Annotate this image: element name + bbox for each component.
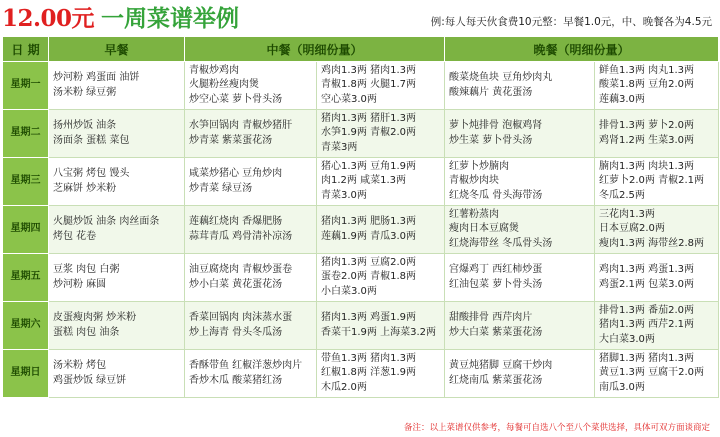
dinner-dishes-cell	[445, 62, 595, 110]
title-bar	[0, 0, 720, 34]
table-header-row	[3, 37, 719, 62]
dinner-quantity-cell-line: 鸡蛋2.1两 包菜3.0两	[599, 278, 695, 290]
dinner-quantity-cell-line: 瘦肉1.3两 海带丝2.8两	[599, 237, 705, 249]
dinner-quantity-cell-line: 红萝卜2.0两 青椒2.1两	[599, 175, 705, 187]
breakfast-cell-line: 炒河粉 麻圆	[53, 278, 107, 290]
dinner-quantity-cell-line: 南瓜3.0两	[599, 381, 645, 393]
lunch-quantity-cell-line: 猪肉1.3两 肥肠1.3两	[321, 216, 416, 227]
breakfast-cell-line: 汤米粉 烤包	[53, 360, 107, 371]
dinner-quantity-cell-line: 腩肉1.3两 肉块1.3两	[599, 160, 695, 172]
breakfast-cell-line: 八宝粥 烤包 馒头	[53, 168, 130, 179]
table-row	[3, 62, 719, 110]
lunch-quantity-cell-line: 莲藕1.9两 青瓜3.0两	[321, 230, 416, 242]
lunch-quantity-cell-line: 香菜干1.9两 上海菜3.2两	[321, 326, 436, 338]
dinner-quantity-cell-line: 冬瓜2.5两	[599, 189, 645, 201]
table-row	[3, 302, 719, 350]
lunch-dishes-cell	[185, 350, 317, 398]
dinner-dishes-cell-line: 甜酸排骨 西芹肉片	[449, 312, 533, 323]
dinner-quantity-cell	[595, 350, 719, 398]
weekly-menu-table	[2, 36, 719, 398]
lunch-dishes-cell-line: 炒青菜 绿豆汤	[189, 182, 253, 194]
lunch-quantity-cell-line: 蛋卷2.0两 青椒1.8两	[321, 271, 416, 283]
lunch-dishes-cell-line: 蒜茸青瓜 鸡骨清补凉汤	[189, 230, 293, 242]
dinner-dishes-cell	[445, 350, 595, 398]
breakfast-cell	[49, 302, 185, 350]
day-label: 星期四	[3, 206, 49, 254]
price-title: 12.00元	[2, 5, 95, 32]
column-header-breakfast: 早餐	[49, 37, 185, 62]
lunch-dishes-cell-line: 火腿粉丝瘦肉煲	[189, 79, 259, 91]
dinner-quantity-cell-line: 莲藕3.0两	[599, 93, 645, 105]
breakfast-cell-line: 炒河粉 鸡蛋面 油饼	[53, 72, 140, 83]
lunch-quantity-cell	[317, 158, 445, 206]
dinner-dishes-cell	[445, 206, 595, 254]
lunch-dishes-cell-line: 炒青菜 紫菜蛋花汤	[189, 134, 273, 146]
dinner-quantity-cell	[595, 302, 719, 350]
lunch-quantity-cell	[317, 62, 445, 110]
lunch-quantity-cell	[317, 350, 445, 398]
lunch-quantity-cell-line: 猪心1.3两 豆角1.9两	[321, 160, 416, 172]
lunch-dishes-cell-line: 香炒木瓜 酸菜猪红汤	[189, 374, 283, 386]
dinner-quantity-cell	[595, 254, 719, 302]
lunch-dishes-cell	[185, 206, 317, 254]
dinner-quantity-cell	[595, 158, 719, 206]
breakfast-cell-line: 汤面条 蛋糕 菜包	[53, 134, 130, 146]
dinner-dishes-cell-line: 炒大白菜 紫菜蛋花汤	[449, 326, 543, 338]
lunch-quantity-cell	[317, 254, 445, 302]
lunch-dishes-cell-line: 水笋回锅肉 青椒炒猪肝	[189, 120, 293, 131]
dinner-dishes-cell-line: 瘦肉日本豆腐煲	[449, 223, 520, 235]
dinner-dishes-cell-line: 酸辣藕片 黄花蛋汤	[449, 86, 533, 98]
lunch-quantity-cell-line: 红椒1.8两 洋葱1.9两	[321, 367, 416, 379]
dinner-quantity-cell-line: 黄豆1.3两 豆腐干2.0两	[599, 367, 705, 379]
lunch-dishes-cell	[185, 62, 317, 110]
lunch-dishes-cell	[185, 158, 317, 206]
dinner-quantity-cell-line: 排骨1.3两 萝卜2.0两	[599, 120, 695, 131]
lunch-quantity-cell-line: 水笋1.9两 青椒2.0两	[321, 127, 416, 139]
table-row	[3, 350, 719, 398]
dinner-dishes-cell-line: 红萝卜炒腩肉	[449, 160, 510, 172]
footnote: 备注：以上菜谱仅供参考，每餐可自选八个至八个菜供选择，具体可双方面谈商定	[403, 423, 710, 433]
dinner-dishes-cell-line: 红烧南瓜 紫菜蛋花汤	[449, 374, 543, 386]
breakfast-cell-line: 芝麻饼 炒米粉	[53, 182, 117, 194]
breakfast-cell	[49, 62, 185, 110]
lunch-quantity-cell	[317, 302, 445, 350]
breakfast-cell	[49, 110, 185, 158]
day-label: 星期一	[3, 62, 49, 110]
column-header-dinner: 晚餐（明细份量）	[445, 37, 719, 62]
dinner-quantity-cell-line: 鸡肉1.3两 鸡蛋1.3两	[599, 264, 695, 275]
lunch-dishes-cell-line: 炒空心菜 萝卜骨头汤	[189, 93, 283, 105]
lunch-quantity-cell-line: 猪肉1.3两 猪肝1.3两	[321, 112, 416, 124]
breakfast-cell	[49, 158, 185, 206]
page-title: 一周菜谱举例	[101, 6, 239, 32]
breakfast-cell	[49, 254, 185, 302]
lunch-dishes-cell	[185, 302, 317, 350]
dinner-quantity-cell-line: 鲜鱼1.3两 肉丸1.3两	[599, 64, 695, 76]
breakfast-cell-line: 扬州炒饭 油条	[53, 120, 117, 131]
lunch-dishes-cell-line: 香酥带鱼 红椒洋葱炒肉片	[189, 360, 303, 371]
lunch-quantity-cell	[317, 110, 445, 158]
lunch-quantity-cell	[317, 206, 445, 254]
breakfast-cell-line: 烤包 花卷	[53, 230, 97, 242]
lunch-dishes-cell-line: 香菜回锅肉 肉沫蒸水蛋	[189, 312, 293, 323]
breakfast-cell	[49, 206, 185, 254]
dinner-dishes-cell-line: 酸菜烧鱼块 豆角炒肉丸	[449, 72, 553, 83]
lunch-quantity-cell-line: 猪肉1.3两 鸡蛋1.9两	[321, 312, 416, 323]
dinner-quantity-cell	[595, 206, 719, 254]
lunch-quantity-cell-line: 猪肉1.3两 豆腐2.0两	[321, 256, 416, 268]
lunch-quantity-cell-line: 青菜3两	[321, 141, 358, 153]
dinner-dishes-cell-line: 炒生菜 萝卜骨头汤	[449, 134, 533, 146]
dinner-dishes-cell	[445, 302, 595, 350]
column-header-date: 日 期	[3, 37, 49, 62]
breakfast-cell-line: 皮蛋瘦肉粥 炒米粉	[53, 312, 137, 323]
dinner-dishes-cell-line: 红油包菜 萝卜骨头汤	[449, 278, 543, 290]
breakfast-cell-line: 鸡蛋炒饭 绿豆饼	[53, 374, 127, 386]
lunch-dishes-cell-line: 油豆腐烧肉 青椒炒蛋卷	[189, 264, 293, 275]
dinner-quantity-cell-line: 排骨1.3两 番茄2.0两	[599, 304, 695, 316]
dinner-quantity-cell-line: 酸菜1.8两 豆角2.0两	[599, 79, 695, 91]
dinner-dishes-cell-line: 红烧冬瓜 骨头海带汤	[449, 189, 543, 201]
dinner-dishes-cell-line: 青椒炒肉块	[449, 175, 500, 187]
breakfast-cell-line: 汤米粉 绿豆粥	[53, 86, 117, 98]
table-row	[3, 110, 719, 158]
lunch-quantity-cell-line: 带鱼1.3两 猪肉1.3两	[321, 352, 416, 364]
lunch-dishes-cell-line: 炒上海青 骨头冬瓜汤	[189, 326, 283, 338]
table-row	[3, 254, 719, 302]
dinner-dishes-cell-line: 黄豆炖猪脚 豆腐干炒肉	[449, 360, 553, 371]
lunch-dishes-cell-line: 青椒炒鸡肉	[189, 64, 239, 76]
lunch-dishes-cell	[185, 254, 317, 302]
dinner-dishes-cell-line: 萝卜炖排骨 泡椒鸡肾	[449, 120, 543, 131]
breakfast-cell-line: 火腿炒饭 油条 肉丝面条	[53, 216, 160, 227]
breakfast-cell-line: 蛋糕 肉包 油条	[53, 326, 120, 338]
dinner-dishes-cell-line: 红烧海带丝 冬瓜骨头汤	[449, 237, 553, 249]
day-label: 星期二	[3, 110, 49, 158]
dinner-quantity-cell-line: 大白菜3.0两	[599, 333, 655, 345]
lunch-quantity-cell-line: 小白菜3.0两	[321, 285, 377, 297]
table-row	[3, 206, 719, 254]
lunch-quantity-cell-line: 鸡肉1.3两 猪肉1.3两	[321, 64, 416, 76]
lunch-dishes-cell-line: 莲藕红烧肉 香爆肥肠	[189, 216, 283, 227]
dinner-quantity-cell-line: 猪脚1.3两 猪肉1.3两	[599, 352, 695, 364]
dinner-quantity-cell-line: 猪肉1.3两 西芹2.1两	[599, 319, 695, 331]
day-label: 星期日	[3, 350, 49, 398]
dinner-dishes-cell	[445, 110, 595, 158]
lunch-dishes-cell-line: 咸菜炒猪心 豆角炒肉	[189, 168, 283, 179]
day-label: 星期三	[3, 158, 49, 206]
lunch-quantity-cell-line: 青菜3.0两	[321, 189, 367, 201]
dinner-quantity-cell-line: 鸡肾1.2两 生菜3.0两	[599, 134, 695, 146]
dinner-dishes-cell	[445, 158, 595, 206]
dinner-dishes-cell-line: 宫爆鸡丁 西红柿炒蛋	[449, 264, 543, 275]
lunch-quantity-cell-line: 木瓜2.0两	[321, 381, 367, 393]
dinner-quantity-cell	[595, 62, 719, 110]
dinner-dishes-cell	[445, 254, 595, 302]
lunch-dishes-cell	[185, 110, 317, 158]
lunch-quantity-cell-line: 肉1.2两 咸菜1.3两	[321, 175, 406, 187]
lunch-dishes-cell-line: 炒小白菜 黄花蛋花汤	[189, 278, 283, 290]
breakfast-cell-line: 豆浆 肉包 白粥	[53, 264, 120, 275]
lunch-quantity-cell-line: 空心菜3.0两	[321, 93, 377, 105]
dinner-quantity-cell-line: 日本豆腐2.0两	[599, 223, 665, 235]
day-label: 星期五	[3, 254, 49, 302]
dinner-quantity-cell-line: 三花肉1.3两	[599, 208, 655, 220]
table-row	[3, 158, 719, 206]
breakfast-cell	[49, 350, 185, 398]
lunch-quantity-cell-line: 青椒1.8两 火腿1.7两	[321, 79, 416, 91]
dinner-quantity-cell	[595, 110, 719, 158]
day-label: 星期六	[3, 302, 49, 350]
column-header-lunch: 中餐（明细份量）	[185, 37, 445, 62]
budget-note: 例:每人每天伙食费10元整：早餐1.0元，中、晚餐各为4.5元	[430, 16, 712, 28]
dinner-dishes-cell-line: 红薯粉蒸肉	[449, 208, 500, 220]
